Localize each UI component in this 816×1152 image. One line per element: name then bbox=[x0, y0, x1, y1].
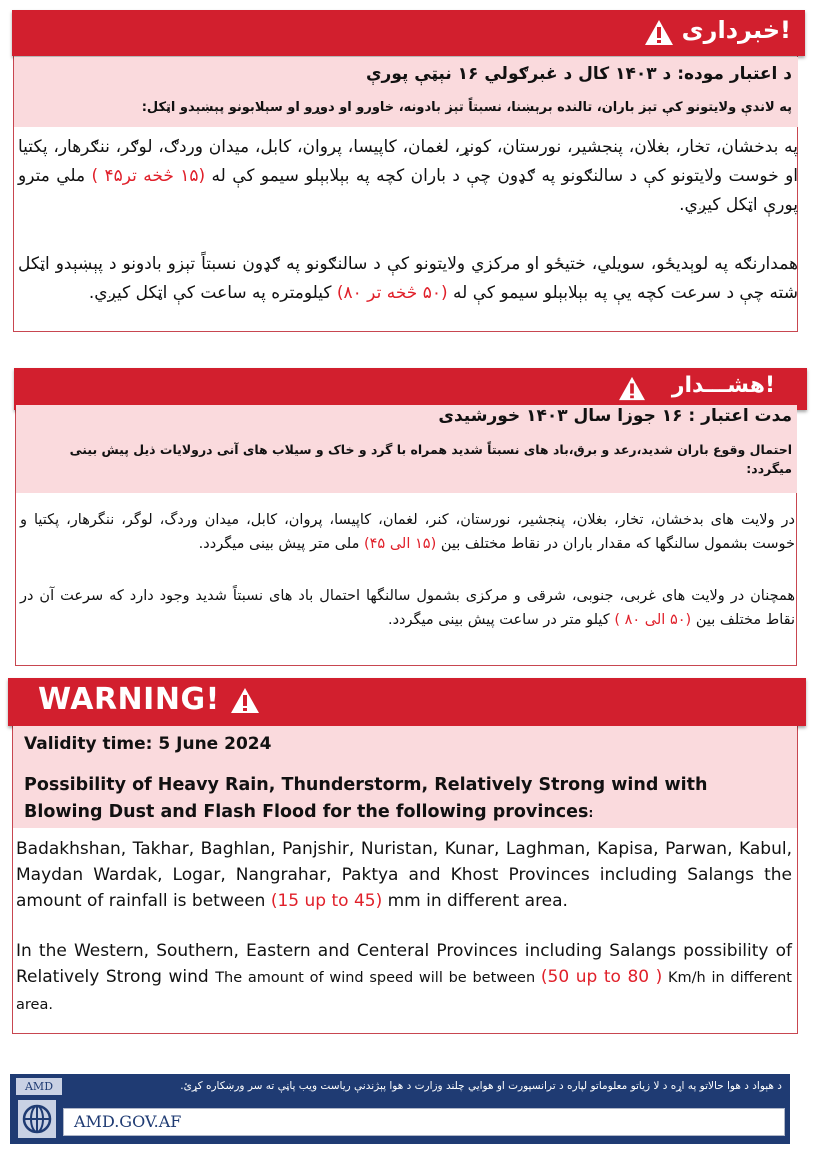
dari-paragraph-1 bbox=[20, 508, 795, 556]
pashto-intro: په لاندې ولایتونو کې تېز باران، تالنده برېښنا، نسبتاً تېز بادونه، خاورو او دوړو او سېلابونو پېښېدو اټکل: bbox=[141, 100, 792, 115]
english-paragraph-2 bbox=[16, 938, 792, 1018]
english-para1-end: mm in different area. bbox=[382, 891, 568, 911]
warning-triangle-icon bbox=[618, 376, 646, 401]
english-intro-line-2: Blowing Dust and Flash Flood for the following provinces bbox=[24, 802, 589, 822]
amd-logo-badge: AMD bbox=[16, 1078, 62, 1095]
english-paragraph-1 bbox=[16, 836, 792, 914]
pashto-paragraph-2 bbox=[18, 250, 798, 308]
pashto-paragraph-1 bbox=[18, 133, 798, 220]
website-url-box[interactable] bbox=[63, 1108, 785, 1136]
pashto-validity: د اعتبار موده: د ۱۴۰۳ کال د غبرګولي ۱۶ نېټې پورې bbox=[365, 64, 792, 84]
dari-intro: احتمال وقوع باران شدید،رعد و برق،باد های نسبتاً شدید همراه با گرد و خاک و سیلاب های آنی درولایات ذیل پیش بینی میگردد: bbox=[69, 442, 792, 476]
dari-para2-end: کیلو متر در ساعت پیش بینی میگردد. bbox=[387, 612, 610, 628]
pashto-para2-text: همدارنګه په لوېدیځو، سویلي، ختیځو او مرکزي ولایتونو کې د سالنګونو په ګډون نسبتاً تېزو بادونو د پېښېدو اټکل شته چې د سرعت کچه یې په بېلابېلو سیمو کې له bbox=[18, 254, 798, 303]
english-intro bbox=[24, 772, 794, 827]
warning-triangle-icon bbox=[230, 687, 260, 714]
pashto-para1-end: ملي مترو پورې اټکل کیږي. bbox=[18, 166, 798, 215]
pashto-warning-panel bbox=[0, 0, 816, 340]
pashto-wind-range: (۵۰ څخه تر ۸۰) bbox=[336, 283, 448, 303]
dari-header-bar bbox=[14, 368, 807, 410]
pashto-header-title: خبرداری! bbox=[681, 16, 791, 44]
english-intro-line-1: Possibility of Heavy Rain, Thunderstorm, Relatively Strong wind with bbox=[24, 775, 708, 795]
english-para1-text: Badakhshan, Takhar, Baghlan, Panjshir, Nuristan, Kunar, Laghman, Kapisa, Parwan, Kabul, Maydan Wardak, Logar, Nangrahar, Paktya and Khost Provinces including Salangs the amount of rainfall is between bbox=[16, 839, 792, 911]
english-header-title: WARNING! bbox=[38, 682, 220, 717]
english-para2-end: Km/h in different area. bbox=[16, 970, 792, 1013]
english-intro-colon: : bbox=[588, 806, 594, 820]
dari-para2-text: همچنان در ولایت های غربی، جنوبی، شرقی و مرکزی بشمول سالنگها احتمال باد های نسبتاً شدید وجود دارد که سرعت آن در نقاط مختلف بین bbox=[20, 588, 795, 628]
warning-triangle-icon bbox=[644, 19, 674, 46]
pashto-para2-end: کیلومتره په ساعت کې اټکل کیږي. bbox=[88, 283, 332, 303]
website-url-link[interactable]: AMD.GOV.AF bbox=[74, 1112, 182, 1131]
dari-rain-range: (۱۵ الی ۴۵) bbox=[363, 536, 437, 552]
english-para2-small: The amount of wind speed will be between bbox=[215, 970, 541, 986]
globe-icon bbox=[18, 1100, 56, 1138]
dari-warning-panel bbox=[0, 360, 816, 670]
english-warning-panel bbox=[0, 676, 816, 1041]
english-wind-range: (50 up to 80 ) bbox=[540, 967, 663, 987]
dari-validity: مدت اعتبار : ۱۶ جوزا سال ۱۴۰۳ خورشیدی bbox=[438, 406, 792, 426]
english-rain-range: (15 up to 45) bbox=[270, 891, 383, 911]
dari-paragraph-2 bbox=[20, 584, 795, 632]
dari-para1-text: در ولایت های بدخشان، تخار، بغلان، پنجشیر، نورستان، کنر، لغمان، کاپیسا، پروان، کابل، میدان وردگ، لوگر، ننگرهار، پکتیا و خوست بشمول سالنگها که مقدار باران در نقاط مختلف بین bbox=[20, 512, 795, 552]
amd-footer bbox=[10, 1074, 790, 1144]
english-para2-text: In the Western, Southern, Eastern and Centeral Provinces including Salangs possibility of Relatively Strong wind bbox=[16, 941, 792, 987]
dari-header-title: هشـــدار! bbox=[671, 373, 775, 398]
pashto-rain-range: (۱۵ څخه تر۴۵ ) bbox=[91, 166, 206, 186]
pashto-header-bar bbox=[12, 10, 805, 56]
dari-wind-range: (۵۰ الی ۸۰ ) bbox=[614, 612, 692, 628]
dari-para1-end: ملی متر پیش بینی میگردد. bbox=[198, 536, 360, 552]
pashto-para1-text: په بدخشان، تخار، بغلان، پنجشیر، نورستان، کونړ، لغمان، کاپیسا، پروان، کابل، میدان وردګ، لوګر، ننګرهار، پکتیا او خوست ولایتونو کې د سالنګونو په ګډون چې د باران کچه په بېلابېلو سیمو کې له bbox=[18, 137, 799, 186]
footer-notice: د هېواد د هوا حالاتو په اړه د لا زیاتو معلوماتو لپاره د ترانسپورت او هوایي چلند وزارت د هوا پېژندنې ریاست ویب پاڼې ته سر ورښکاره کړئ. bbox=[180, 1080, 782, 1092]
english-validity: Validity time: 5 June 2024 bbox=[24, 734, 272, 754]
english-header-bar bbox=[8, 678, 806, 726]
